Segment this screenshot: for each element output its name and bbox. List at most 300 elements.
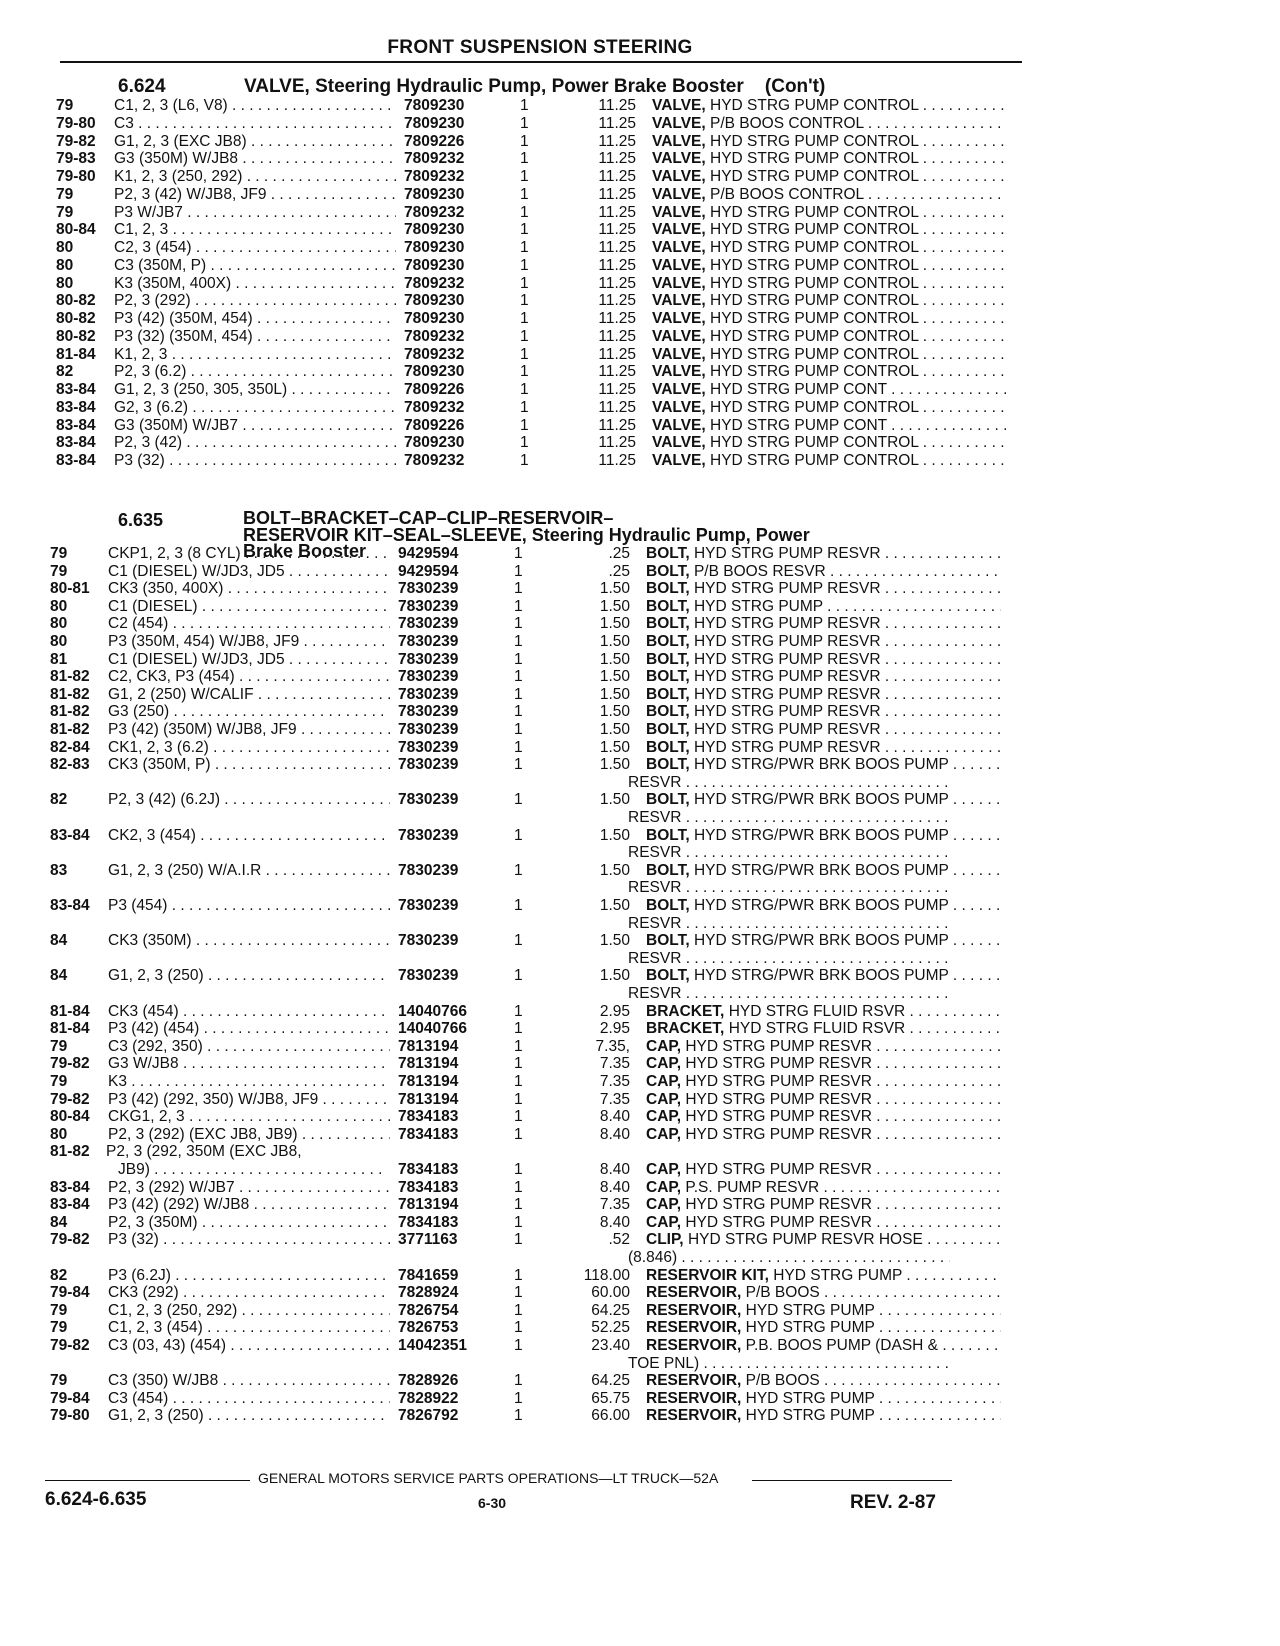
description: [646, 1055, 1001, 1073]
table-row: [50, 633, 960, 651]
application: C3 (292, 350) . . .: [108, 1038, 390, 1056]
section-title: VALVE, Steering Hydraulic Pump, Power Brake Booster: [244, 76, 744, 97]
table-row: [56, 97, 960, 115]
year-range: 79: [56, 203, 74, 221]
price: 118.00: [583, 1266, 630, 1284]
table-row: [50, 932, 960, 950]
quantity: 1: [514, 1372, 523, 1390]
application: C3 (350M, P) . . .: [114, 257, 396, 275]
application: C1 (DIESEL) W/JD3, JD5 . . .: [108, 651, 390, 669]
description-continuation: RESVR . . .: [628, 774, 950, 792]
description: [646, 1020, 1001, 1038]
year-range: 82-83: [50, 756, 90, 774]
year-range: 80: [50, 615, 68, 633]
description-text: HYD STRG FLUID RSVR: [728, 1020, 906, 1038]
table-row: [50, 1091, 960, 1109]
table-row: [56, 186, 960, 204]
year-range: 80: [50, 597, 68, 615]
price: 11.25: [598, 168, 636, 185]
application: CKP1, 2, 3 (8 CYL) . . .: [108, 545, 390, 563]
application: P2, 3 (42) (6.2J) . . .: [108, 791, 390, 809]
quantity: 1: [520, 168, 529, 185]
table-row: [50, 545, 960, 563]
table-row: [50, 1126, 960, 1144]
price: 1.50: [599, 703, 630, 721]
description-text: P.S. PUMP RESVR: [685, 1178, 820, 1196]
description: [646, 1214, 1001, 1232]
part-number: 7834183: [398, 1178, 459, 1196]
price: 1.50: [599, 580, 630, 598]
application: G1, 2 (250) W/CALIF . . .: [108, 686, 390, 704]
price: 1.50: [599, 861, 630, 879]
description: [652, 452, 1007, 470]
quantity: 1: [514, 580, 523, 598]
section-title-line: Brake Booster: [243, 541, 367, 561]
price: 7.35,: [595, 1037, 630, 1055]
description-text: HYD STRG/PWR BRK BOOS PUMP: [693, 756, 949, 774]
quantity: 1: [514, 1284, 523, 1302]
description: [646, 1284, 1001, 1302]
quantity: 1: [514, 615, 523, 633]
year-range: 83-84: [56, 434, 96, 452]
quantity: 1: [514, 562, 523, 580]
year-range: 81-82: [50, 703, 90, 721]
price: 11.25: [598, 398, 636, 416]
part-number: 7830239: [398, 932, 459, 950]
description-text: HYD STRG PUMP CONTROL: [710, 168, 919, 185]
application: C1, 2, 3 (250, 292) . . .: [108, 1302, 390, 1320]
part-number: 7830239: [398, 967, 459, 985]
quantity: 1: [520, 327, 529, 345]
description: [646, 598, 1001, 616]
year-range: 81-84: [50, 1002, 90, 1020]
year-range: 80: [56, 274, 74, 292]
part-name: VALVE,: [652, 239, 706, 256]
description-text: HYD STRG PUMP CONTROL: [710, 292, 919, 310]
description-continuation: (8.846) . . .: [628, 1249, 950, 1267]
part-number: 7813194: [398, 1090, 459, 1108]
description: [652, 310, 1007, 328]
footer-revision: REV. 2-87: [850, 1492, 936, 1513]
application: P2, 3 (350M) . . .: [108, 1214, 390, 1232]
part-number: 7830239: [398, 826, 459, 844]
price: 11.25: [598, 256, 636, 274]
application: CKG1, 2, 3 . . .: [108, 1108, 390, 1126]
part-name: VALVE,: [652, 203, 706, 221]
application: G1, 2, 3 (EXC JB8) . . .: [114, 133, 396, 151]
year-range: 80: [50, 1125, 68, 1143]
price: .52: [608, 1231, 630, 1249]
quantity: 1: [514, 738, 523, 756]
quantity: 1: [514, 1337, 523, 1354]
table-row: [50, 651, 960, 669]
quantity: 1: [520, 381, 529, 398]
year-range: 84: [50, 1213, 68, 1231]
description: [646, 1302, 1001, 1320]
description-text: HYD STRG/PWR BRK BOOS PUMP: [693, 897, 949, 914]
price: 11.25: [598, 132, 636, 150]
quantity: 1: [514, 1213, 523, 1231]
description: [646, 1319, 1001, 1337]
part-number: 7834183: [398, 1213, 459, 1231]
year-range: 84: [50, 967, 68, 985]
description-text: HYD STRG PUMP CONTROL: [710, 327, 919, 345]
description: [646, 1337, 1001, 1355]
quantity: 1: [514, 1178, 523, 1196]
year-range: 79: [50, 1372, 68, 1390]
description: [646, 563, 1001, 581]
application: C1, 2, 3 . . .: [114, 221, 396, 239]
part-name: BOLT,: [646, 562, 690, 580]
description-text: HYD STRG PUMP CONTROL: [710, 132, 919, 150]
price: 11.25: [598, 381, 636, 398]
table-row: [50, 827, 960, 845]
part-number: 7828926: [398, 1372, 459, 1390]
year-range: 79-82: [50, 1337, 90, 1354]
part-name: VALVE,: [652, 274, 706, 292]
table-row: [50, 563, 960, 581]
part-name: BOLT,: [646, 861, 690, 879]
part-name: BOLT,: [646, 633, 690, 650]
quantity: 1: [520, 132, 529, 150]
year-range: 83-84: [50, 826, 90, 844]
part-number: 7809226: [404, 132, 465, 150]
price: 1.50: [599, 967, 630, 985]
table-row: [56, 346, 960, 364]
description: [646, 1407, 1001, 1425]
table-row: [50, 615, 960, 633]
part-number: 14042351: [398, 1337, 467, 1354]
application: G3 W/JB8 . . .: [108, 1055, 390, 1073]
description: [652, 363, 1007, 381]
table-row: [50, 739, 960, 757]
table-row: [50, 1073, 960, 1091]
part-number: 7809232: [404, 327, 465, 345]
application: K3 (350M, 400X) . . .: [114, 275, 396, 293]
description: [646, 1179, 1001, 1197]
part-name: BRACKET,: [646, 1020, 725, 1038]
year-range: 79: [50, 1301, 68, 1319]
table-row: [56, 434, 960, 452]
part-name: VALVE,: [652, 452, 706, 469]
quantity: 1: [520, 150, 529, 168]
quantity: 1: [520, 274, 529, 292]
description-text: HYD STRG/PWR BRK BOOS PUMP: [693, 826, 949, 844]
part-name: CAP,: [646, 1073, 682, 1090]
description: [652, 328, 1007, 346]
price: 1.50: [599, 650, 630, 668]
table-row: [56, 275, 960, 293]
footer-center-text: GENERAL MOTORS SERVICE PARTS OPERATIONS—LT TRUCK—52A: [258, 1470, 719, 1486]
part-number: 7809226: [404, 416, 465, 434]
year-range: 79-80: [56, 168, 96, 185]
year-range: 83-84: [56, 416, 96, 434]
part-number: 7830239: [398, 615, 459, 633]
quantity: 1: [520, 345, 529, 363]
description-text: HYD STRG PUMP CONTROL: [710, 256, 919, 274]
part-name: VALVE,: [652, 434, 706, 452]
application: G1, 2, 3 (250) W/A.I.R . . .: [108, 862, 390, 880]
price: 11.25: [598, 221, 636, 239]
description-text: HYD STRG PUMP: [745, 1389, 875, 1407]
part-name: BOLT,: [646, 545, 690, 562]
section-title-line: RESERVOIR KIT–SEAL–SLEEVE, Steering Hydraulic Pump, Power: [243, 524, 810, 545]
quantity: 1: [514, 861, 523, 879]
table-row: [50, 897, 960, 915]
part-name: VALVE,: [652, 292, 706, 310]
price: 2.95: [599, 1020, 630, 1038]
price: 11.25: [598, 185, 636, 203]
description: [646, 756, 1001, 774]
part-name: RESERVOIR,: [646, 1301, 742, 1319]
description: [646, 1231, 1001, 1249]
page-title: FRONT SUSPENSION STEERING: [387, 37, 693, 58]
part-name: RESERVOIR,: [646, 1372, 742, 1390]
part-name: BOLT,: [646, 791, 690, 809]
description: [652, 275, 1007, 293]
price: 1.50: [599, 932, 630, 950]
part-name: CLIP,: [646, 1231, 684, 1249]
table-row: [56, 115, 960, 133]
application: C3 . . .: [114, 115, 396, 133]
year-range: 81-84: [50, 1020, 90, 1038]
description: [652, 115, 1007, 133]
application: G3 (350M) W/JB8 . . .: [114, 150, 396, 168]
price: 11.25: [598, 97, 636, 114]
part-number: 7809232: [404, 398, 465, 416]
description: [646, 686, 1001, 704]
price: .25: [608, 562, 630, 580]
description-text: HYD STRG PUMP RESVR: [693, 685, 881, 703]
description-text: HYD STRG PUMP RESVR: [693, 615, 881, 633]
table-row: [50, 1161, 960, 1179]
application: C1 (DIESEL) . . .: [108, 598, 390, 616]
part-name: VALVE,: [652, 168, 706, 185]
quantity: 1: [514, 650, 523, 668]
part-name: RESERVOIR KIT,: [646, 1266, 769, 1284]
quantity: 1: [520, 416, 529, 434]
part-number: 7809230: [404, 434, 465, 452]
table-row: [50, 862, 960, 880]
description-text: HYD STRG PUMP RESVR: [693, 650, 881, 668]
application: P3 (6.2J) . . .: [108, 1267, 390, 1285]
year-range: 80-84: [56, 221, 96, 239]
part-number: 7809232: [404, 203, 465, 221]
year-range: 83-84: [50, 897, 90, 914]
description: [646, 1390, 1001, 1408]
table-row: [50, 1337, 960, 1355]
year-range: 80: [50, 633, 68, 650]
part-number: 7809230: [404, 310, 465, 327]
description-text: HYD STRG PUMP: [745, 1407, 875, 1425]
quantity: 1: [514, 1125, 523, 1143]
description-text: HYD STRG PUMP CONTROL: [710, 150, 919, 168]
description: [652, 97, 1007, 115]
application: CK1, 2, 3 (6.2) . . .: [108, 739, 390, 757]
quantity: 1: [520, 97, 529, 114]
description-text: HYD STRG PUMP CONT: [710, 381, 887, 398]
table-row: [50, 1372, 960, 1390]
table-row: [50, 668, 960, 686]
year-range: 83-84: [50, 1178, 90, 1196]
description-text: HYD STRG FLUID RSVR: [728, 1002, 906, 1020]
quantity: 1: [520, 310, 529, 327]
application: P3 (42) (350M, 454) . . .: [114, 310, 396, 328]
price: 1.50: [599, 668, 630, 686]
application: P2, 3 (292) (EXC JB8, JB9) . . .: [108, 1126, 390, 1144]
description: [646, 1161, 1001, 1179]
part-number: 7828924: [398, 1284, 459, 1302]
part-name: RESERVOIR,: [646, 1389, 742, 1407]
application: P2, 3 (6.2) . . .: [114, 363, 396, 381]
price: 60.00: [591, 1284, 630, 1302]
part-number: 7809232: [404, 345, 465, 363]
price: 11.25: [598, 274, 636, 292]
quantity: 1: [514, 1389, 523, 1407]
year-range: 79: [56, 185, 74, 203]
part-number: 7809230: [404, 185, 465, 203]
description: [646, 545, 1001, 563]
year-range: 82: [56, 363, 74, 381]
application: P3 (454) . . .: [108, 897, 390, 915]
description: [646, 721, 1001, 739]
price: 11.25: [598, 327, 636, 345]
part-name: BOLT,: [646, 756, 690, 774]
application: G1, 2, 3 (250) . . .: [108, 1407, 390, 1425]
part-number: 7826753: [398, 1319, 459, 1337]
quantity: 1: [520, 363, 529, 381]
table-row: [56, 292, 960, 310]
quantity: 1: [514, 1108, 523, 1126]
year-range: 81-82: [50, 685, 90, 703]
application: P3 (32) (350M, 454) . . .: [114, 328, 396, 346]
part-name: BOLT,: [646, 668, 690, 686]
description: [646, 651, 1001, 669]
year-range: 81: [50, 650, 68, 668]
application: C3 (03, 43) (454) . . .: [108, 1337, 390, 1355]
price: 11.25: [598, 345, 636, 363]
year-range: 80-82: [56, 310, 96, 327]
part-name: VALVE,: [652, 114, 706, 132]
quantity: 1: [514, 932, 523, 950]
table-row: [56, 328, 960, 346]
application: K1, 2, 3 . . .: [114, 346, 396, 364]
application: K3 . . .: [108, 1073, 390, 1091]
price: 11.25: [598, 292, 636, 310]
price: 8.40: [599, 1161, 630, 1178]
year-range: 83-84: [56, 381, 96, 398]
quantity: 1: [514, 897, 523, 914]
description: [646, 1003, 1001, 1021]
table-row: [56, 452, 960, 470]
year-range: 80-82: [56, 292, 96, 310]
part-number: 7834183: [398, 1161, 459, 1178]
quantity: 1: [514, 1231, 523, 1249]
description: [646, 1091, 1001, 1109]
price: 8.40: [599, 1178, 630, 1196]
quantity: 1: [514, 1002, 523, 1020]
year-range: 83-84: [56, 398, 96, 416]
part-name: VALVE,: [652, 398, 706, 416]
part-name: VALVE,: [652, 221, 706, 239]
price: 7.35: [599, 1196, 630, 1214]
application: P3 (42) (454) . . .: [108, 1020, 390, 1038]
description-text: HYD STRG PUMP CONTROL: [710, 97, 919, 114]
price: .25: [608, 545, 630, 562]
table-row: [50, 1108, 960, 1126]
description: [646, 791, 1001, 809]
year-range: 79-82: [50, 1231, 90, 1249]
part-number: 7830239: [398, 580, 459, 598]
quantity: 1: [514, 668, 523, 686]
part-number: 7841659: [398, 1266, 459, 1284]
year-range: 79: [50, 1037, 68, 1055]
part-name: BRACKET,: [646, 1002, 725, 1020]
year-range: 79-82: [50, 1090, 90, 1108]
quantity: 1: [514, 1073, 523, 1090]
table-row: [50, 580, 960, 598]
quantity: 1: [514, 1301, 523, 1319]
application: C1, 2, 3 (L6, V8) . . .: [114, 97, 396, 115]
description-text: HYD STRG PUMP RESVR: [693, 738, 881, 756]
year-range: 79-82: [56, 132, 96, 150]
description: [652, 434, 1007, 452]
part-number: 7809230: [404, 221, 465, 239]
description: [646, 967, 1001, 985]
description: [652, 292, 1007, 310]
quantity: 1: [514, 1196, 523, 1214]
part-number: 7809230: [404, 97, 465, 114]
part-number: 7830239: [398, 721, 459, 738]
quantity: 1: [514, 1161, 523, 1178]
part-number: 7830239: [398, 703, 459, 721]
description-text: HYD STRG PUMP RESVR: [693, 633, 881, 650]
description-text: HYD STRG PUMP RESVR: [685, 1073, 872, 1090]
application: P2, 3 (292) . . .: [114, 292, 396, 310]
description-text: HYD STRG PUMP RESVR: [685, 1196, 872, 1214]
table-row: [50, 1284, 960, 1302]
description-text: HYD STRG PUMP: [773, 1266, 903, 1284]
table-row: [50, 1038, 960, 1056]
price: 7.35: [599, 1090, 630, 1108]
part-number: 7830239: [398, 597, 459, 615]
description: [646, 1073, 1001, 1091]
part-name: RESERVOIR,: [646, 1319, 742, 1337]
price: 1.50: [599, 756, 630, 774]
table-row: [50, 1055, 960, 1073]
year-range: 82: [50, 1266, 68, 1284]
year-range: 79-84: [50, 1284, 90, 1302]
price: 1.50: [599, 738, 630, 756]
table-row: [56, 310, 960, 328]
application: CK3 (350M) . . .: [108, 932, 390, 950]
table-row: [50, 721, 960, 739]
price: 1.50: [599, 615, 630, 633]
table-row: [50, 1143, 960, 1161]
description: [652, 221, 1007, 239]
description: [646, 862, 1001, 880]
application: G2, 3 (6.2) . . .: [114, 399, 396, 417]
description-text: HYD STRG PUMP RESVR: [693, 545, 881, 562]
quantity: 1: [514, 1020, 523, 1038]
part-number: 7830239: [398, 756, 459, 774]
part-name: CAP,: [646, 1213, 682, 1231]
application: P3 (42) (292, 350) W/JB8, JF9 . . .: [108, 1091, 390, 1109]
description: [652, 150, 1007, 168]
price: 8.40: [599, 1213, 630, 1231]
description-text: P/B BOOS: [745, 1372, 820, 1390]
description-text: HYD STRG/PWR BRK BOOS PUMP: [693, 967, 949, 985]
